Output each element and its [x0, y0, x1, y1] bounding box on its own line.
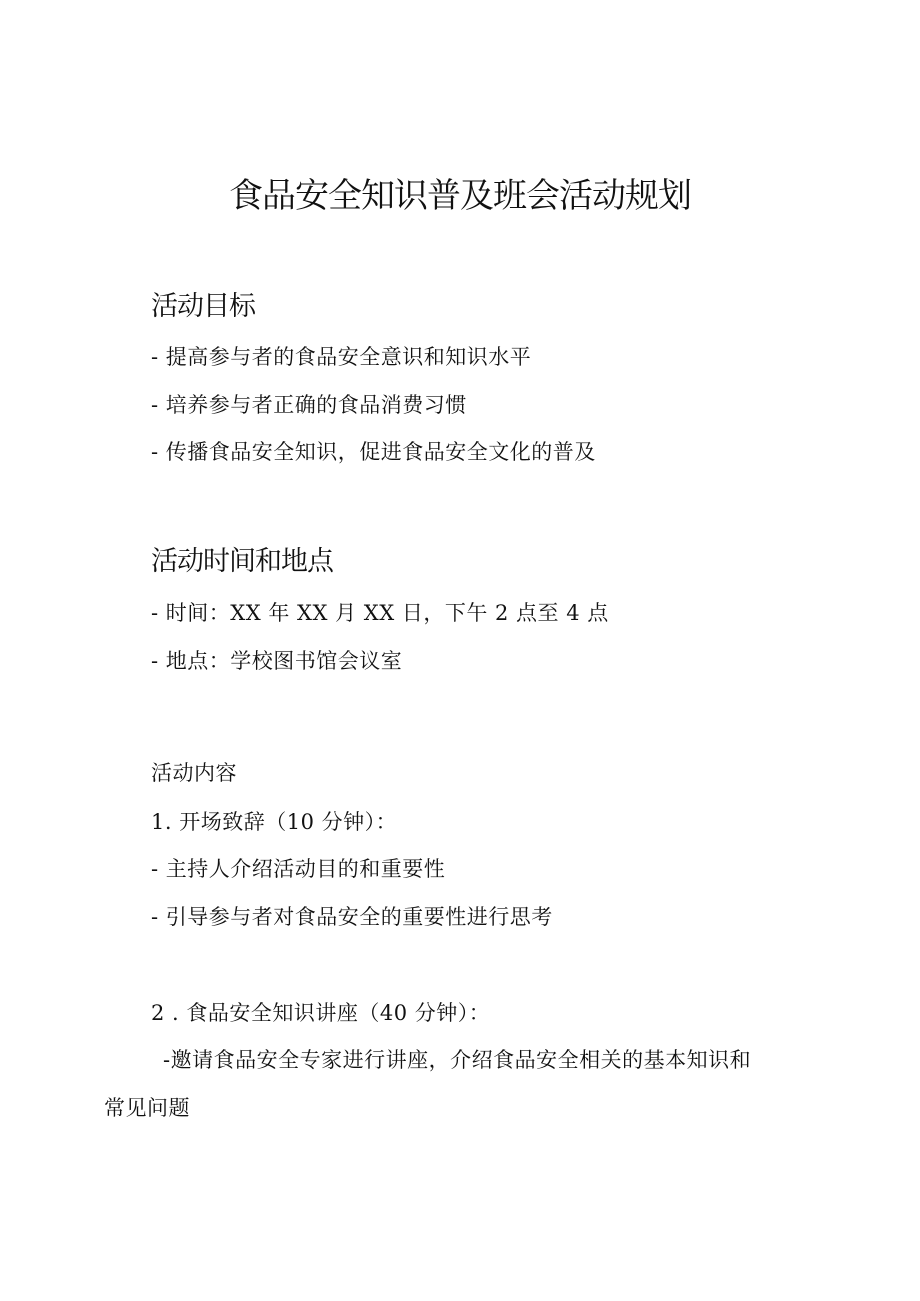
goals-heading: 活动目标 [151, 291, 255, 322]
goal-item-2: - 培养参与者正确的食品消费习惯 [151, 393, 467, 417]
document-title: 食品安全知识普及班会活动规划 [229, 176, 691, 216]
part1-item-2: - 引导参与者对食品安全的重要性进行思考 [151, 905, 553, 929]
time-place-heading: 活动时间和地点 [151, 546, 333, 577]
goal-item-3: - 传播食品安全知识，促进食品安全文化的普及 [151, 440, 596, 464]
content-heading: 活动内容 [151, 761, 237, 785]
time-item: - 时间：XX 年 XX 月 XX 日，下午 2 点至 4 点 [151, 601, 609, 625]
part2-title: 2 . 食品安全知识讲座（40 分钟）： [151, 1001, 491, 1025]
part1-item-1: - 主持人介绍活动目的和重要性 [151, 857, 446, 881]
goal-item-1: - 提高参与者的食品安全意识和知识水平 [151, 345, 532, 369]
place-item: - 地点：学校图书馆会议室 [151, 649, 403, 673]
part2-line-1: -邀请食品安全专家进行讲座，介绍食品安全相关的基本知识和 [163, 1048, 752, 1072]
part2-line-2: 常见问题 [104, 1096, 190, 1120]
part1-title: 1. 开场致辞（10 分钟）： [151, 810, 398, 834]
